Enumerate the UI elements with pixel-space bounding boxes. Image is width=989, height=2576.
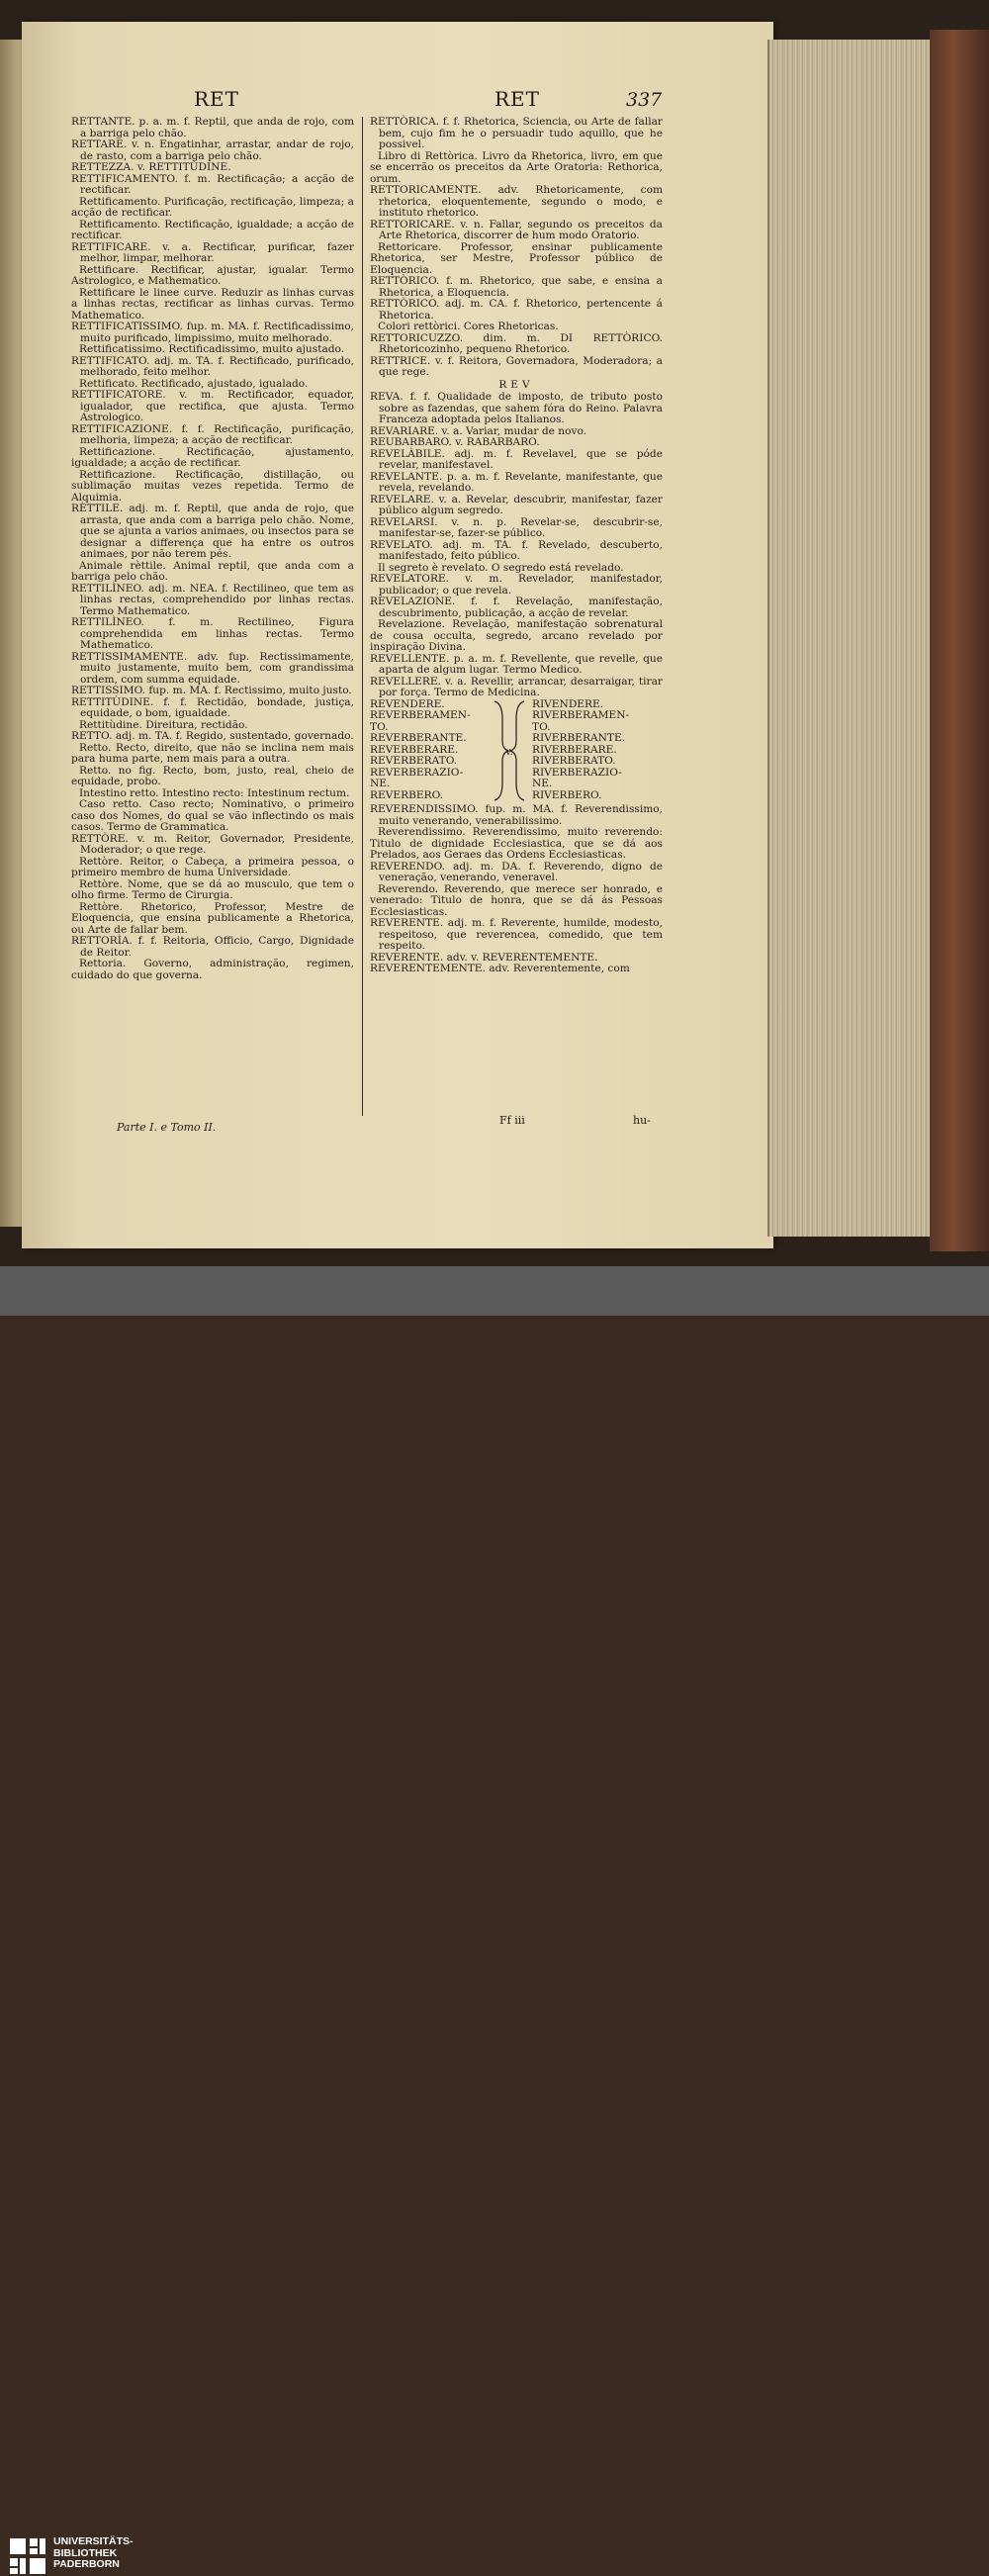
dictionary-entry: REVELLENTE. p. a. m. f. Revellente, que revelle, que aparta de algum lugar. Termo Medico. (370, 652, 663, 676)
column-right (370, 117, 663, 975)
dictionary-entry: RETTIFICAZIONE. f. f. Rectificação, purificação, melhoria, limpeza; a acção de rectificar. (71, 422, 354, 446)
variant-mid: v. (505, 746, 513, 758)
dictionary-entry: RETTARE. v. n. Engatinhar, arrastar, andar de rojo, de rasto, com a barriga pelo chão. (71, 138, 354, 162)
dictionary-entry: Rettificazione. Rectificação, distillação, ou sublimação muitas vezes repetida. Termo de Alquimia. (71, 468, 354, 504)
catchword: hu- (633, 1114, 651, 1127)
dictionary-entry: RETTÒRICA. f. f. Rhetorica, Sciencia, ou Arte de fallar bem, cujo fim he o persuadir tudo aquillo, que he possivel. (370, 116, 663, 150)
dictionary-entry: REVERENDISSIMO. fup. m. MA. f. Reverendissimo, muito venerando, venerabilissimo. (370, 803, 663, 827)
dictionary-entry: Rettificare. Rectificar, ajustar, igualar. Termo Astrologico, e Mathematico. (71, 263, 354, 287)
dictionary-entry: RETTIFICATO. adj. m. TA. f. Rectificado, purificado, melhorado, feito melhor. (71, 354, 354, 378)
variant-brace (487, 699, 532, 805)
dictionary-entry: Libro di Rettòrica. Livro da Rhetorica, livro, em que se encerrão os preceitos da Arte Oratoria: Rethorica, orum. (370, 149, 663, 185)
dictionary-entry: Reverendissimo. Reverendissimo, muito reverendo: Titulo de dignidade Ecclesiastica, que se dá aos Prelados, aos Geraes das Ordens Ecclesiasticas. (370, 826, 663, 861)
variant-left-item: REVERBERAZIO- (370, 766, 464, 779)
dictionary-entry: Rettòre. Reitor, o Cabeça, a primeira pessoa, o primeiro membro de huma Universidade. (71, 855, 354, 878)
dictionary-entry: RETTITÙDINE. f. f. Rectidão, bondade, justiça, equidade, o bom, igualdade. (71, 695, 354, 719)
dictionary-entry: REUBARBARO. v. RABARBARO. (370, 436, 540, 448)
page-edges (767, 40, 938, 1237)
dictionary-entry: REVELÀBILE. adj. m. f. Revelavel, que se póde revelar, manifestavel. (370, 447, 663, 471)
library-footer-bar (0, 1266, 989, 2570)
dictionary-entry: REVERENTEMENTE. adv. Reverentemente, com (370, 963, 630, 974)
dictionary-entry: RETTRICE. v. f. Reitora, Governadora, Moderadora; a que rege. (370, 354, 663, 378)
dictionary-entry: Rettificare le linee curve. Reduzir as linhas curvas a linhas rectas, rectificar as linhas curvas. Termo Mathematico. (71, 286, 354, 322)
dictionary-entry: REVELLERE. v. a. Revellir, arrancar, desarraigar, tirar por força. Termo de Medicina. (370, 675, 663, 698)
dictionary-entry: RETTORICUZZO. dim. m. DI RETTÒRICO. Rhetoricozinho, pequeno Rhetorico. (370, 331, 663, 355)
dictionary-entry: Rettoria. Governo, administração, regimen, cuidado do que governa. (71, 958, 354, 981)
variant-right-item: TO. (532, 720, 551, 733)
dictionary-entry: Reverendo. Reverendo, que merece ser honrado, e venerado: Titulo de honra, que se dá ás Pessoas Ecclesiasticas. (370, 882, 663, 918)
entries-rev (370, 392, 663, 699)
dictionary-entry: RETTIFICATORE. v. m. Rectificador, equador, igualador, que rectifica, que ajusta. Termo Astrologico. (71, 389, 354, 423)
variant-right-item: RIVERBERANTE. (532, 732, 626, 744)
dictionary-entry: Rettoricare. Professor, ensinar publicamente Rhetorica, ser Mestre, Professor público de Eloquencia. (370, 240, 663, 276)
library-name-line3: PADERBORN (53, 2558, 120, 2570)
dictionary-entry: Rettificamento. Purificação, rectificação, limpeza; a acção de rectificar. (71, 195, 354, 219)
dictionary-entry: RÈTTILE. adj. m. f. Reptil, que anda de rojo, que arrasta, que anda com a barriga pelo chão. Nome, que se ajunta a varios animaes, ou insectos para se designar a differença que ha entre os outros animaes, por não terem pés. (71, 503, 354, 560)
library-name-line1: UNIVERSITÄTS- (53, 2535, 134, 2547)
dictionary-entry: RETTISSIMO. fup. m. MA. f. Rectissimo, muito justo. (71, 685, 352, 696)
dictionary-entry: REVELATORE. v. m. Revelador, manifestador, publicador; o que revela. (370, 573, 663, 597)
dictionary-entry: REVELARSI. v. n. p. Revelar-se, descubrir-se, manifestar-se, fazer-se público. (370, 515, 663, 539)
book-cover (930, 30, 989, 1251)
dictionary-entry: Animale rèttile. Animal reptil, que anda com a barriga pelo chão. (71, 559, 354, 583)
variant-left-list (370, 699, 487, 805)
dictionary-entry: RETTILÌNEO. f. m. Rectilineo, Figura comprehendida em linhas rectas. Termo Mathematico. (71, 616, 354, 651)
column-rule (362, 117, 363, 1116)
dictionary-entry: Rettificatissimo. Rectificadissimo, muito ajustado. (79, 343, 345, 355)
variant-left-item: REVERBERAMEN- (370, 709, 471, 721)
dictionary-entry: RETTÒRICO. adj. m. CA. f. Rhetorico, pertencente á Rhetorica. (370, 298, 663, 322)
dictionary-entry: REVARIARE. v. a. Variar, mudar de novo. (370, 424, 587, 437)
dictionary-entry: RETTORÌA. f. f. Reitoria, Officio, Cargo, Dignidade de Reitor. (71, 935, 354, 959)
dictionary-entry: RETTISSIMAMENTE. adv. fup. Rectissimamente, muito justamente, muito bem, com grandissima ordem, com summa equidade. (71, 650, 354, 686)
volume-footer: Parte I. e Tomo II. (117, 1121, 217, 1134)
library-logo-icon (8, 2536, 47, 2576)
book-scan (0, 0, 989, 1266)
dictionary-entry: RETTÒRE. v. m. Reitor, Governador, Presidente, Moderador; o que rege. (71, 832, 354, 856)
variant-left-item: NE. (370, 778, 391, 789)
variant-left-item: REVENDERE. (370, 697, 445, 710)
dictionary-entry: RETTIFICARE. v. a. Rectificar, purificar, fazer melhor, limpar, melhorar. (71, 240, 354, 264)
variant-right-list (532, 699, 663, 805)
dictionary-entry: RETTORICARE. v. n. Fallar, segundo os preceitos da Arte Rhetorica, discorrer de hum modo Oratorio. (370, 218, 663, 241)
dictionary-entry: REVELANTE. p. a. m. f. Revelante, manifestante, que revela, revelando. (370, 470, 663, 494)
variant-left-item: REVERBERATO. (370, 755, 458, 767)
entries-reverend (370, 804, 663, 975)
dictionary-entry: RETTEZZA. v. RETTITÙDINE. (71, 161, 231, 173)
variant-right-item: RIVERBERAZIO- (532, 766, 622, 779)
dictionary-entry: Retto. no fig. Recto, bom, justo, real, cheio de equidade, probo. (71, 764, 354, 787)
dictionary-entry: RETTIFICATISSIMO. fup. m. MA. f. Rectificadissimo, muito purificado, limpissimo, muito melhorado. (71, 321, 354, 344)
library-logo[interactable] (8, 2536, 134, 2576)
dictionary-entry: RETTIFICAMENTO. f. m. Rectificação; a acção de rectificar. (71, 172, 354, 196)
dictionary-entry: REVERENDO. adj. m. DA. f. Reverendo, digno de veneração, venerando, veneravel. (370, 860, 663, 883)
variant-right-item: RIVERBERATO. (532, 755, 616, 767)
running-head-left: RET (194, 87, 239, 111)
dictionary-entry: RETTORICAMENTE. adv. Rhetoricamente, com rhetorica, eloquentemente, segundo o modo, e instituto rhetorico. (370, 184, 663, 219)
dictionary-entry: REVELAZIONE. f. f. Revelação, manifestação, descubrimento, publicação, a acção de revelar. (370, 596, 663, 619)
section-heading: REV (498, 378, 534, 391)
dictionary-entry: Rettòre. Rhetorico, Professor, Mestre de Eloquencia, que ensina publicamente a Rhetorica, ou Arte de fallar bem. (71, 900, 354, 936)
variant-right-item: RIVERBERO. (532, 788, 602, 801)
dictionary-entry: Rettificazione. Rectificação, ajustamento, igualdade; a acção de rectificar. (71, 445, 354, 469)
dictionary-entry: REVELATO. adj. m. TA. f. Revelado, descuberto, manifestado, feito público. (370, 538, 663, 562)
dictionary-entry: REVERENTE. adj. m. f. Reverente, humilde, modesto, respeitoso, que reverencea, comedido, que tem respeito. (370, 917, 663, 952)
library-name (53, 2536, 134, 2571)
variant-right-item: NE. (532, 778, 553, 789)
page-number: 337 (626, 89, 663, 111)
variant-left-item: REVERBERARE. (370, 743, 459, 756)
dictionary-entry: Colori rettòrici. Cores Rhetoricas. (378, 321, 559, 332)
dictionary-entry: REVA. f. f. Qualidade de imposto, de tributo posto sobre as fazendas, que sahem fóra do Reino. Palavra Franceza adoptada pelos Italianos. (370, 391, 663, 425)
dictionary-entry: RETTO. adj. m. TA. f. Regido, sustentado, governado. (71, 730, 354, 742)
signature-mark: Ff iii (499, 1114, 525, 1127)
dictionary-entry: Rettòre. Nome, que se dá ao musculo, que tem o olho firme. Termo de Cirurgia. (71, 877, 354, 901)
dictionary-entry: RETTILÌNEO. adj. m. NEA. f. Rectilineo, que tem as linhas rectas, comprehendido por linhas rectas. Termo Mathematico. (71, 582, 354, 617)
dictionary-entry: REVERENTE. adv. v. REVERENTEMENTE. (370, 951, 598, 964)
dictionary-entry: Intestino retto. Intestino recto: Intestinum rectum. (79, 786, 350, 799)
dictionary-entry: Rettificamento. Rectificação, igualdade; a acção de rectificar. (71, 218, 354, 241)
dictionary-entry: RETTÒRICO. f. m. Rhetorico, que sabe, e ensina a Rhetorica, a Eloquencia. (370, 275, 663, 299)
brace-icon (487, 699, 532, 802)
dictionary-entry: Revelazione. Revelação, manifestação sobrenatural de cousa occulta, segredo, arcano revelado por inspiração Divina. (370, 618, 663, 653)
dictionary-entry: Caso retto. Caso recto; Nominativo, o primeiro caso dos Nomes, do qual se vão inflectindo os mais casos. Termo de Grammatica. (71, 798, 354, 833)
variant-right-item: RIVENDERE. (532, 697, 604, 710)
variant-left-item: TO. (370, 720, 389, 733)
variant-left-item: REVERBERANTE. (370, 732, 467, 744)
dictionary-entry: Retto. Recto, direito, que não se inclina nem mais para huma parte, nem mais para a outra. (71, 741, 354, 765)
dictionary-entry: REVELARE. v. a. Revelar, descubrir, manifestar, fazer público algum segredo. (370, 493, 663, 516)
dictionary-entry: RETTANTE. p. a. m. f. Reptil, que anda de rojo, com a barriga pelo chão. (71, 116, 354, 139)
variant-right-item: RIVERBERARE. (532, 743, 617, 756)
dictionary-entry: Il segreto è revelato. O segredo está revelado. (378, 561, 624, 574)
dictionary-entry: Rettificato. Rectificado, ajustado, igualado. (79, 377, 309, 390)
variant-left-item: REVERBERO. (370, 788, 443, 801)
library-name-line2: BIBLIOTHEK (53, 2546, 118, 2559)
variant-table (370, 699, 663, 805)
variant-right-item: RIVERBERAMEN- (532, 709, 630, 721)
dictionary-entry: Rettitùdine. Direitura, rectidão. (79, 718, 248, 731)
column-left (71, 117, 354, 981)
running-head-right: RET (494, 87, 540, 111)
entries-rettorica (370, 117, 663, 379)
